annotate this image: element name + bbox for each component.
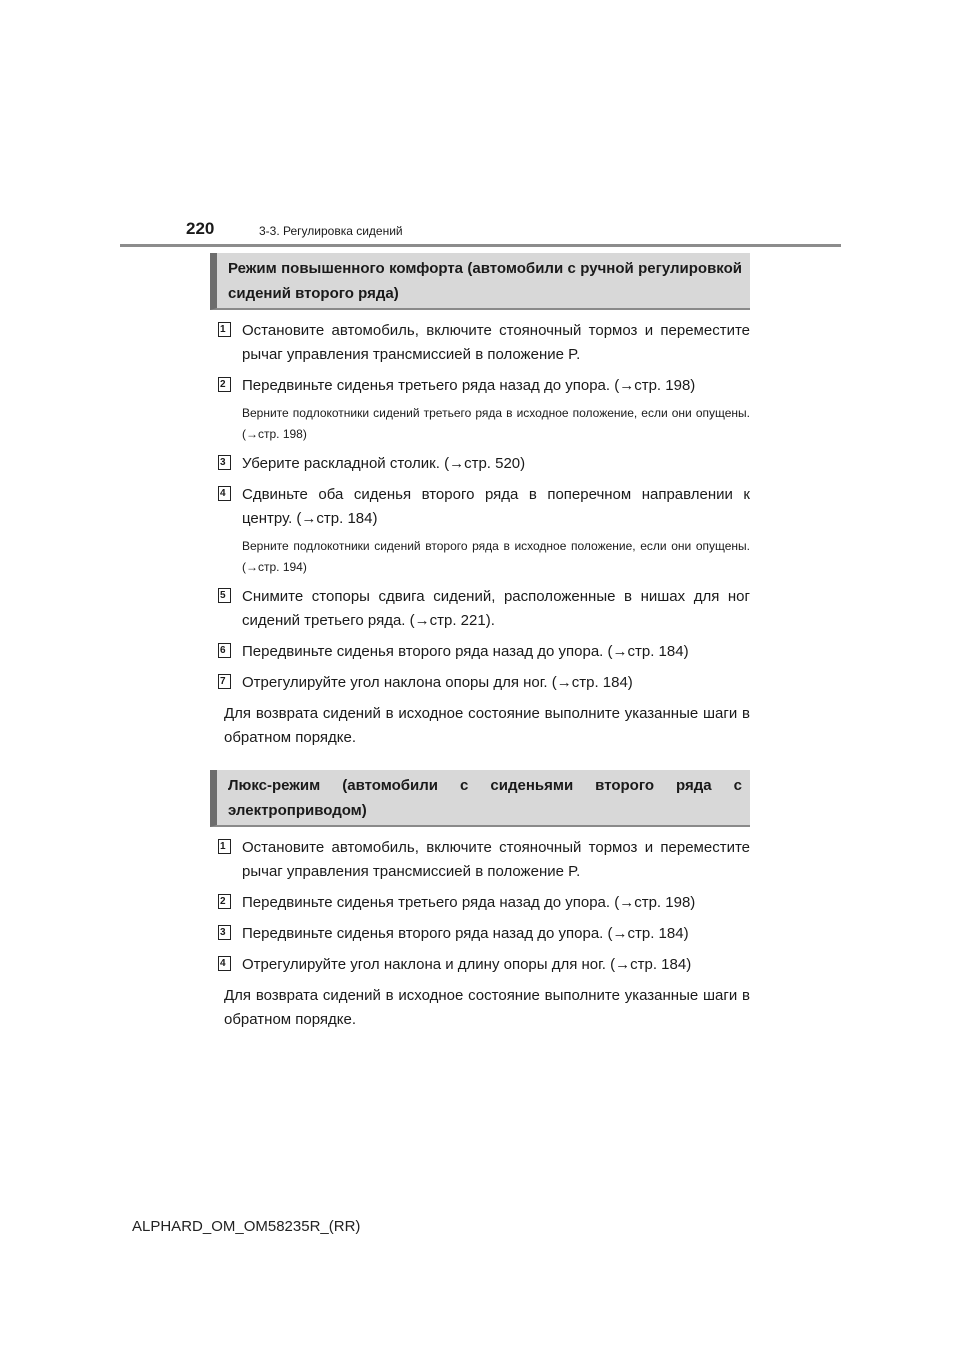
step-text: Уберите раскладной столик. (→стр. 520) [242, 455, 526, 472]
closing-note: Для возврата сидений в исходное состояние выполните указанные шаги в обратном порядке. [224, 987, 750, 1028]
step-item [210, 953, 750, 977]
section-title: 3-3. Регулировка сидений [259, 224, 403, 238]
step-item [210, 891, 750, 915]
step-item [210, 922, 750, 946]
step-number: 2 [218, 377, 231, 392]
step-item [210, 640, 750, 664]
section-heading-lux-mode: Люкс-режим (автомобили с сиденьями второго ряда с электроприводом) [210, 770, 750, 827]
step-note: Верните подлокотники сидений третьего ряда в исходное положение, если они опущены. (→стр. 198) [242, 406, 750, 441]
step-text: Передвиньте сиденья третьего ряда назад до упора. (→стр. 198) [242, 377, 696, 394]
step-item [210, 374, 750, 445]
step-item [210, 319, 750, 367]
step-text: Передвиньте сиденья третьего ряда назад до упора. (→стр. 198) [242, 894, 696, 911]
step-text: Остановите автомобиль, включите стояночный тормоз и переместите рычаг управления трансмиссией в положение P. [242, 839, 750, 880]
step-number: 6 [218, 643, 231, 658]
step-number: 4 [218, 486, 231, 501]
step-list-comfort-mode [210, 319, 750, 750]
step-text: Остановите автомобиль, включите стояночный тормоз и переместите рычаг управления трансмиссией в положение P. [242, 322, 750, 363]
step-note: Верните подлокотники сидений второго ряда в исходное положение, если они опущены. (→стр. 194) [242, 539, 750, 574]
step-number: 2 [218, 894, 231, 909]
step-number: 7 [218, 674, 231, 689]
step-item [210, 671, 750, 695]
document-code: ALPHARD_OM_OM58235R_(RR) [132, 1218, 361, 1235]
step-item [210, 452, 750, 476]
step-list-lux-mode [210, 836, 750, 1032]
step-number: 1 [218, 322, 231, 337]
step-text: Снимите стопоры сдвига сидений, расположенные в нишах для ног сидений третьего ряда. (→стр. 221). [242, 588, 750, 629]
step-number: 4 [218, 956, 231, 971]
step-number: 3 [218, 925, 231, 940]
step-item [210, 836, 750, 884]
closing-note: Для возврата сидений в исходное состояние выполните указанные шаги в обратном порядке. [224, 705, 750, 746]
step-text: Сдвиньте оба сиденья второго ряда в поперечном направлении к центру. (→стр. 184) [242, 486, 750, 527]
step-number: 3 [218, 455, 231, 470]
header-divider [120, 244, 841, 247]
section-heading-comfort-mode: Режим повышенного комфорта (автомобили с ручной регулировкой сидений второго ряда) [210, 253, 750, 310]
step-item [210, 585, 750, 633]
step-text: Отрегулируйте угол наклона опоры для ног. (→стр. 184) [242, 674, 633, 691]
step-number: 1 [218, 839, 231, 854]
step-text: Передвиньте сиденья второго ряда назад до упора. (→стр. 184) [242, 925, 689, 942]
step-text: Отрегулируйте угол наклона и длину опоры для ног. (→стр. 184) [242, 956, 692, 973]
step-number: 5 [218, 588, 231, 603]
step-item [210, 483, 750, 578]
section-spacer [210, 750, 750, 770]
manual-content [210, 253, 750, 1032]
page-number: 220 [186, 219, 215, 238]
step-text: Передвиньте сиденья второго ряда назад до упора. (→стр. 184) [242, 643, 689, 660]
